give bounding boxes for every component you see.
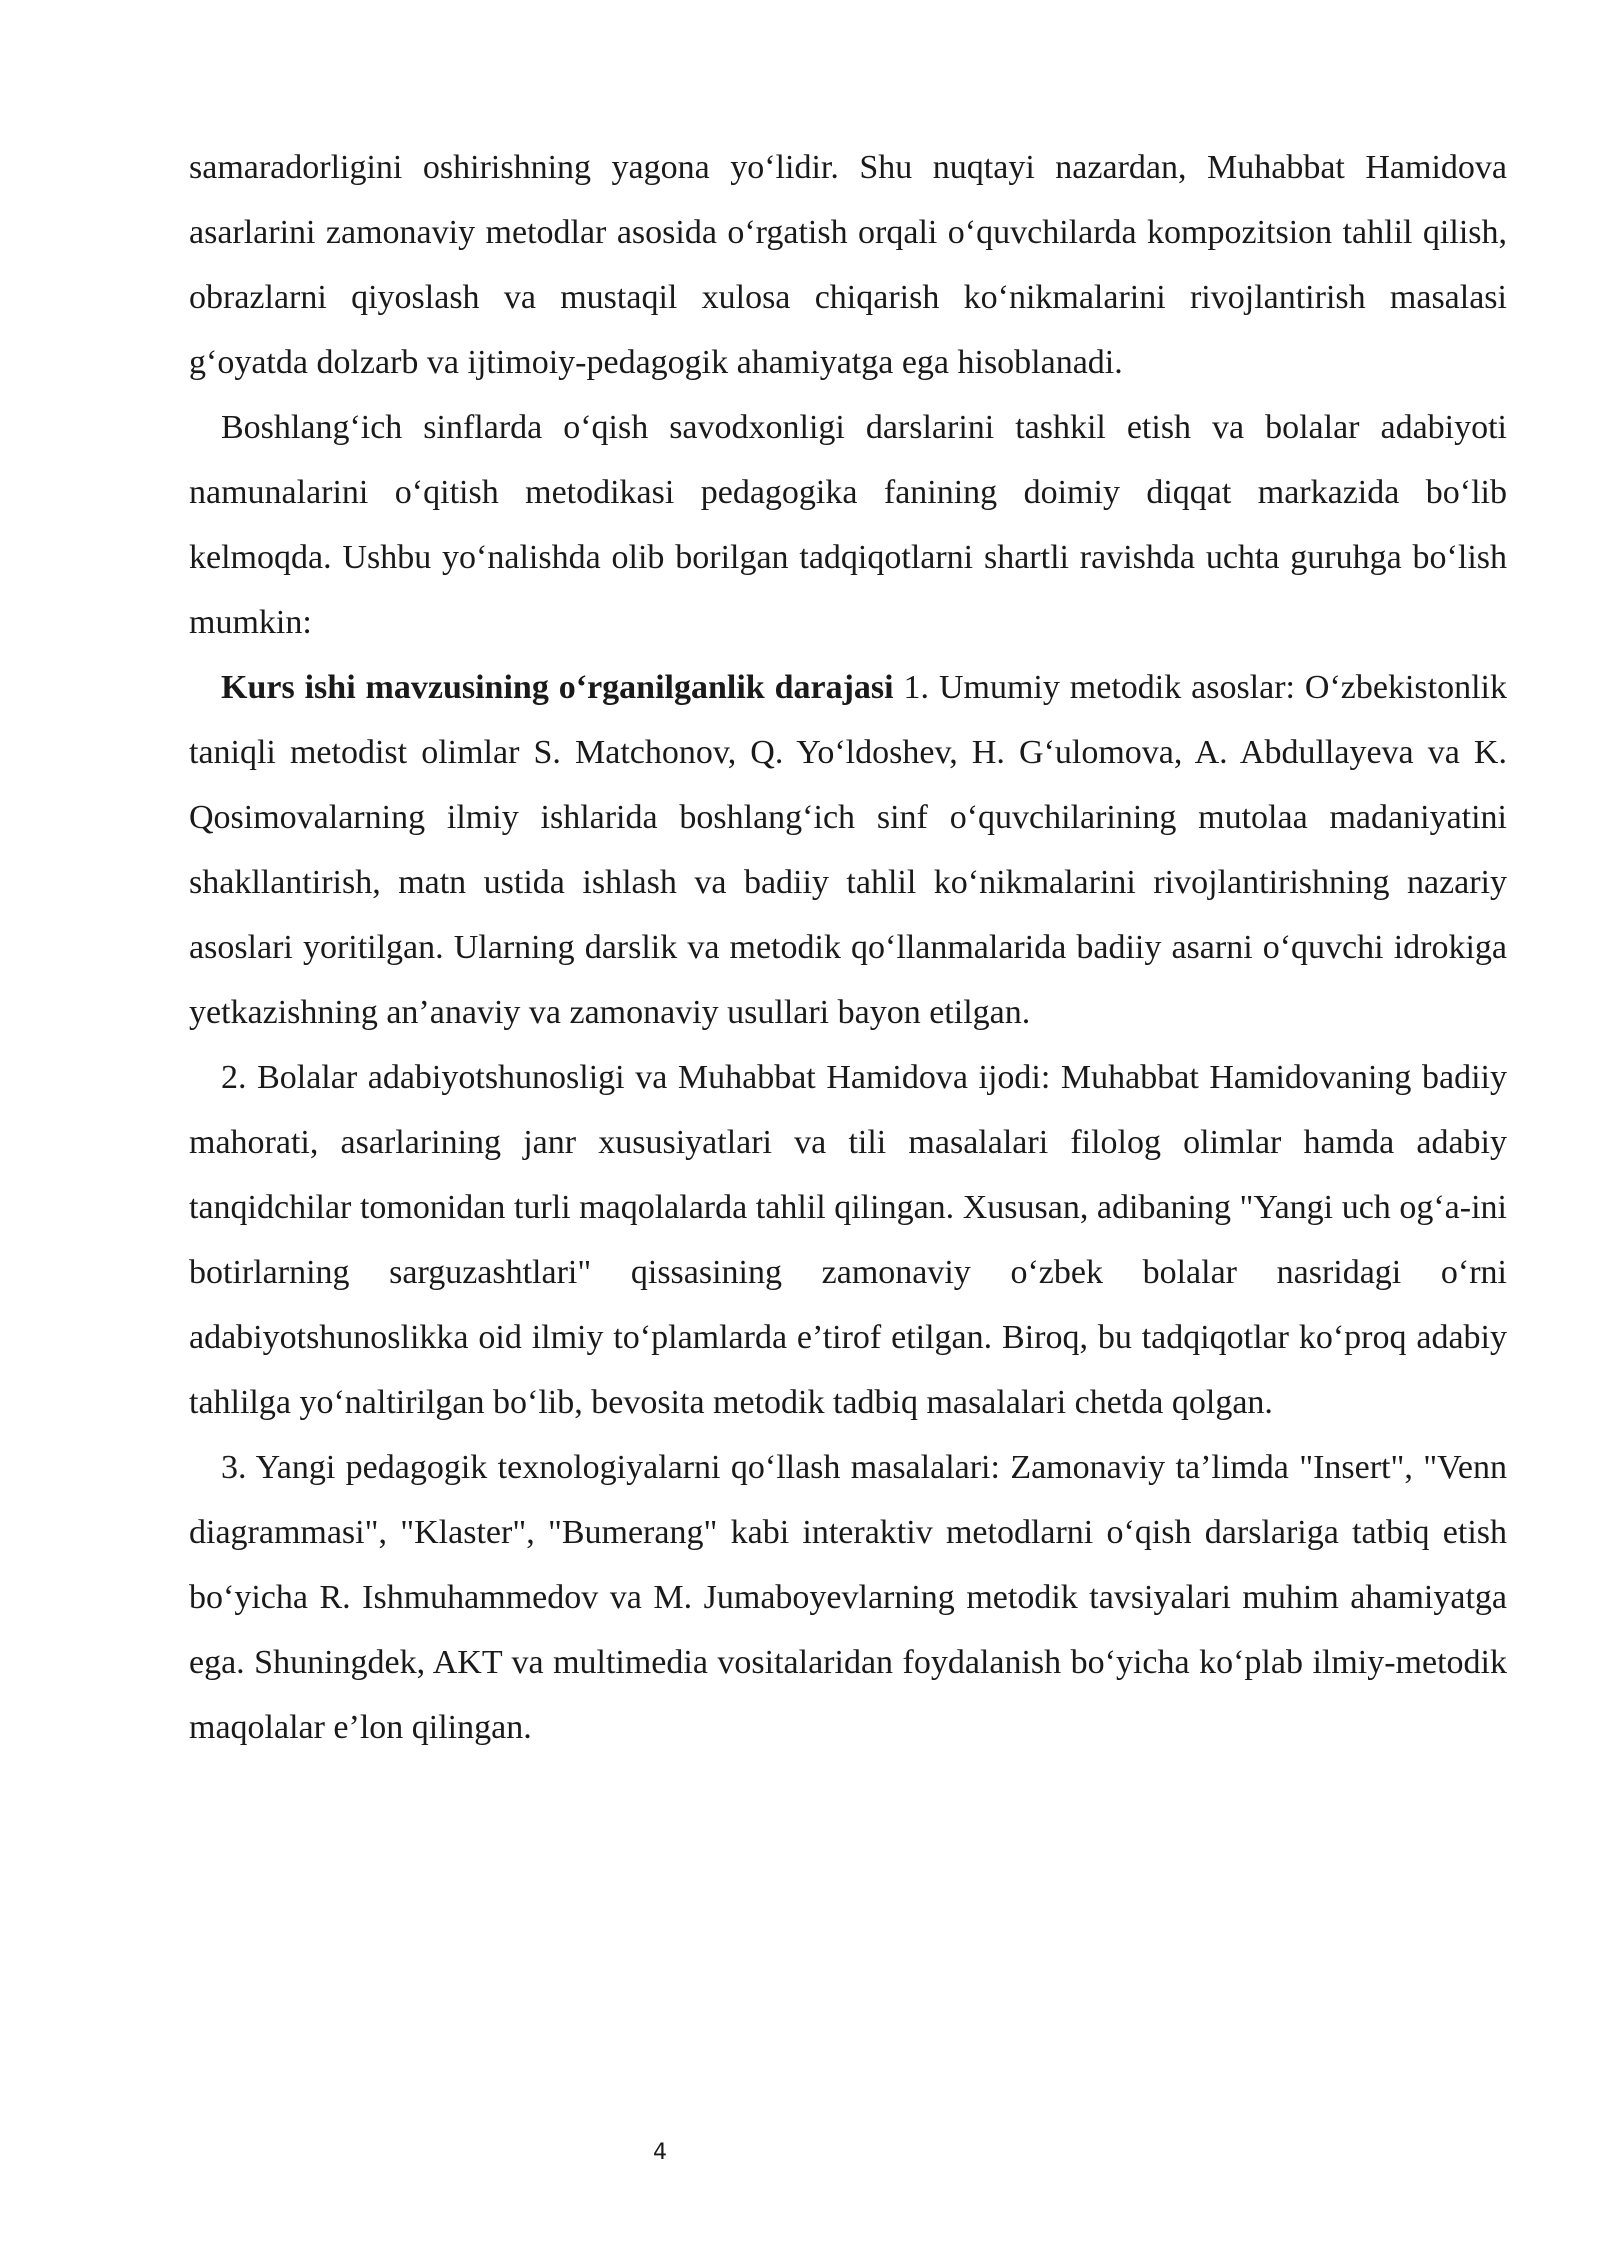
paragraph-2 bbox=[189, 395, 1507, 655]
paragraph-4 bbox=[189, 1045, 1507, 1435]
paragraph-2-text: Boshlang‘ich sinflarda o‘qish savodxonligi darslarini tashkil etish va bolalar adabiyoti namunalarini o‘qitish metodikasi pedagogika fanining doimiy diqqat markazida bo‘lib kelmoqda. Ushbu yo‘nalishda olib borilgan tadqiqotlarni shartli ravishda uchta guruhga bo‘lish mumkin: bbox=[189, 409, 1507, 641]
section-heading: Kurs ishi mavzusining o‘rganilganlik darajasi bbox=[221, 669, 894, 706]
paragraph-5-text: 3. Yangi pedagogik texnologiyalarni qo‘llash masalalari: Zamonaviy ta’limda "Insert", "Venn diagrammasi", "Klaster", "Bumerang" kabi interaktiv metodlarni o‘qish darslariga tatbiq etish bo‘yicha R. Ishmuhammedov va M. Jumaboyevlarning metodik tavsiyalari muhim ahamiyatga ega. Shuningdek, AKT va multimedia vositalaridan foydalanish bo‘yicha ko‘plab ilmiy-metodik maqolalar e’lon qilingan. bbox=[189, 1449, 1507, 1746]
paragraph-4-text: 2. Bolalar adabiyotshunosligi va Muhabbat Hamidova ijodi: Muhabbat Hamidovaning badiiy mahorati, asarlarining janr xususiyatlari va tili masalalari filolog olimlar hamda adabiy tanqidchilar tomonidan turli maqolalarda tahlil qilingan. Xususan, adibaning "Yangi uch og‘a-ini botirlarning sarguzashtlari" qissasining zamonaviy o‘zbek bolalar nasridagi o‘rni adabiyotshunoslikka oid ilmiy to‘plamlarda e’tirof etilgan. Biroq, bu tadqiqotlar ko‘proq adabiy tahlilga yo‘naltirilgan bo‘lib, bevosita metodik tadbiq masalalari chetda qolgan. bbox=[189, 1059, 1507, 1421]
body-text bbox=[189, 135, 1507, 1760]
paragraph-3 bbox=[189, 655, 1507, 1045]
paragraph-3-text: 1. Umumiy metodik asoslar: O‘zbekistonlik taniqli metodist olimlar S. Matchonov, Q. Yo‘ldoshev, H. G‘ulomova, A. Abdullayeva va K. Qosimovalarning ilmiy ishlarida boshlang‘ich sinf o‘quvchilarining mutolaa madaniyatini shakllantirish, matn ustida ishlash va badiiy tahlil ko‘nikmalarini rivojlantirishning nazariy asoslari yoritilgan. Ularning darslik va metodik qo‘llanmalarida badiiy asarni o‘quvchi idrokiga yetkazishning an’anaviy va zamonaviy usullari bayon etilgan. bbox=[189, 669, 1507, 1031]
paragraph-1 bbox=[189, 135, 1507, 395]
paragraph-1-text: samaradorligini oshirishning yagona yo‘lidir. Shu nuqtayi nazardan, Muhabbat Hamidova asarlarini zamonaviy metodlar asosida o‘rgatish orqali o‘quvchilarda kompozitsion tahlil qilish, obrazlarni qiyoslash va mustaqil xulosa chiqarish ko‘nikmalarini rivojlantirish masalasi g‘oyatda dolzarb va ijtimoiy-pedagogik ahamiyatga ega hisoblanadi. bbox=[189, 149, 1507, 381]
paragraph-5 bbox=[189, 1435, 1507, 1760]
page-number: 4 bbox=[653, 2140, 667, 2165]
